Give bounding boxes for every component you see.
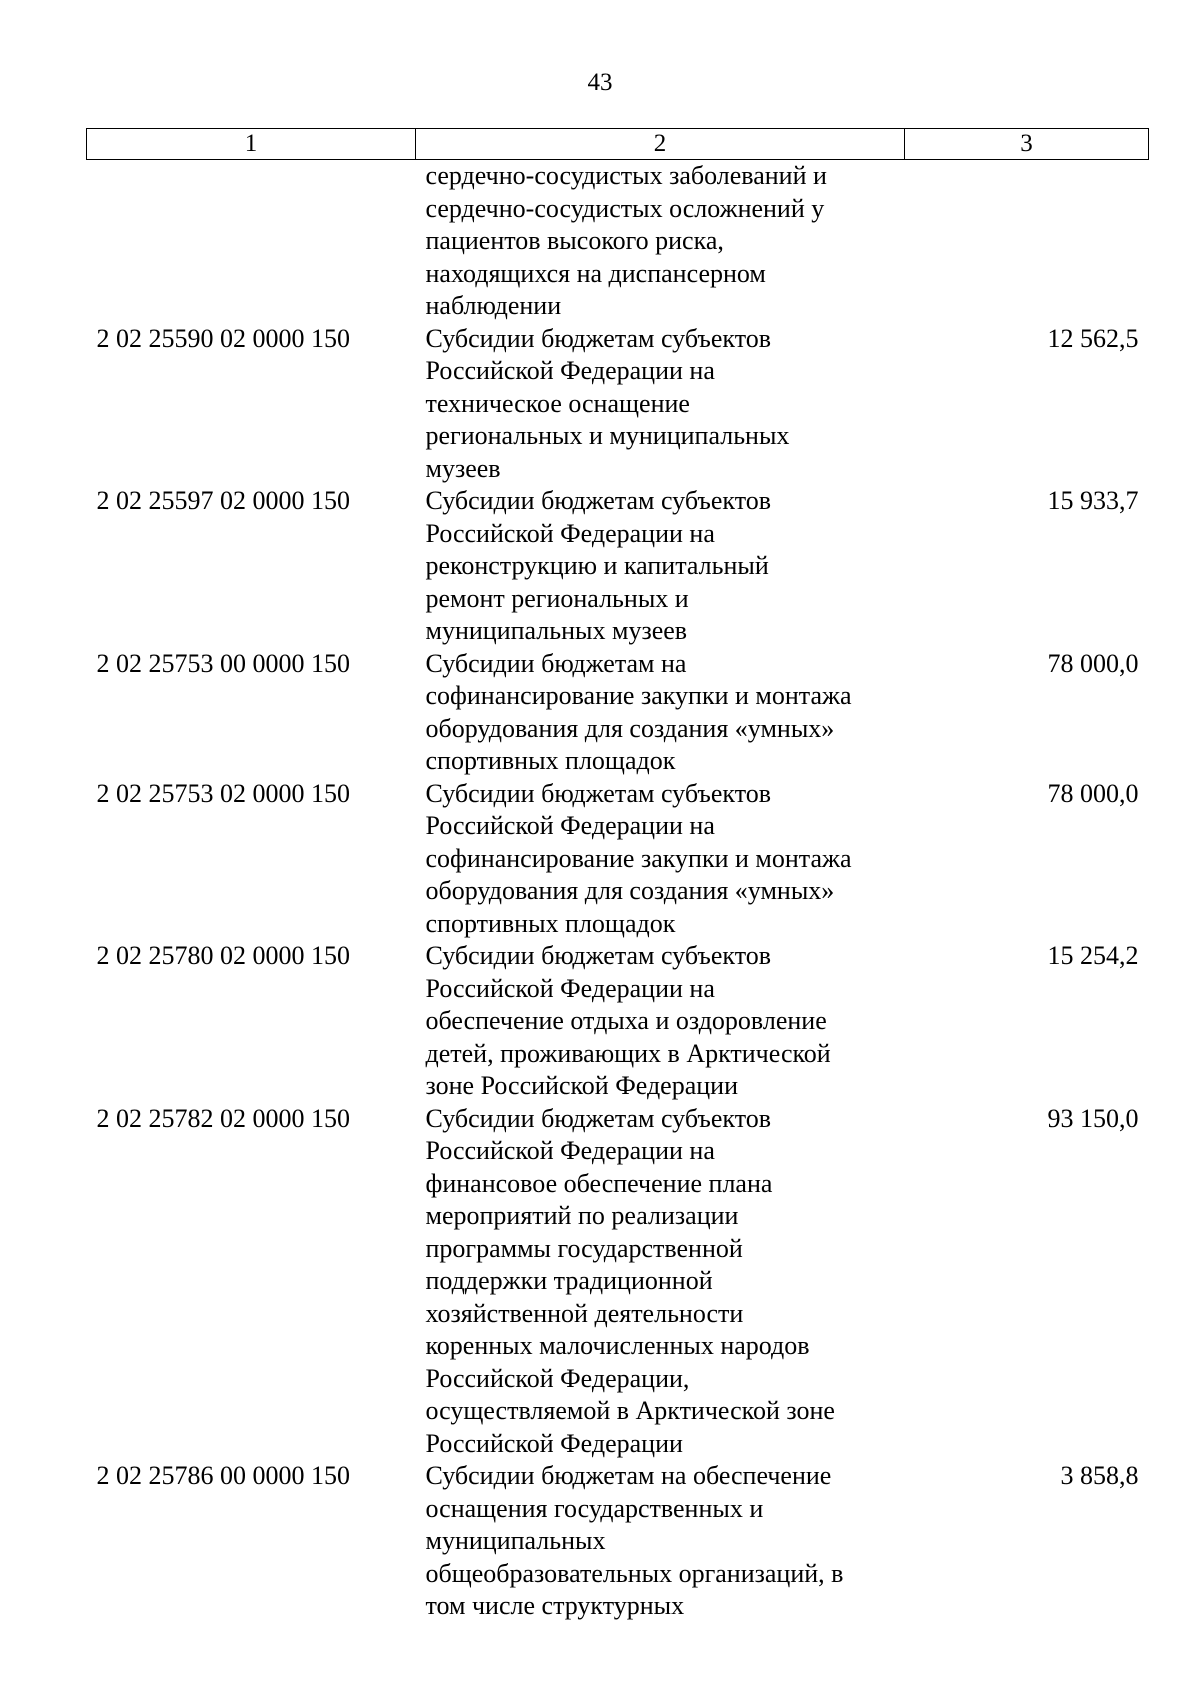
description-line: поддержки традиционной bbox=[425, 1266, 713, 1295]
description-line: хозяйственной деятельности bbox=[425, 1298, 744, 1328]
description-line: Субсидии бюджетам субъектов bbox=[425, 778, 771, 808]
description-line: муниципальных bbox=[425, 1526, 606, 1555]
description-line: осуществляемой в Арктической зоне bbox=[425, 1396, 835, 1425]
budget-code-cell: 2 02 25780 02 0000 150 bbox=[96, 941, 350, 970]
budget-code-cell: 2 02 25753 00 0000 150 bbox=[96, 648, 350, 678]
amount-cell: 15 933,7 bbox=[1047, 486, 1139, 515]
description-line: обеспечение отдыха и оздоровление bbox=[425, 1006, 827, 1035]
table-row bbox=[87, 940, 1149, 1103]
description-line: детей, проживающих в Арктической bbox=[425, 1038, 831, 1068]
description-line: софинансирование закупки и монтажа bbox=[425, 843, 852, 873]
column-header-code: 1 bbox=[87, 129, 416, 160]
amount-cell: 15 254,2 bbox=[1047, 941, 1139, 970]
description-line: Субсидии бюджетам на обеспечение bbox=[425, 1461, 832, 1490]
description-line: зоне Российской Федерации bbox=[425, 1071, 738, 1100]
description-line: муниципальных музеев bbox=[425, 616, 688, 645]
description-line: музеев bbox=[425, 453, 501, 483]
description-cell bbox=[416, 485, 905, 648]
description-line: Субсидии бюджетам субъектов bbox=[425, 941, 771, 970]
description-line: финансовое обеспечение плана bbox=[425, 1168, 773, 1198]
description-line: софинансирование закупки и монтажа bbox=[425, 681, 852, 710]
description-line: пациентов высокого риска, bbox=[425, 226, 724, 255]
description-line: региональных и муниципальных bbox=[425, 421, 790, 450]
table-row bbox=[87, 648, 1149, 778]
description-cell bbox=[416, 940, 905, 1103]
description-line: Российской Федерации на bbox=[425, 1136, 715, 1165]
description-line: Субсидии бюджетам субъектов bbox=[425, 1103, 771, 1133]
description-line: спортивных площадок bbox=[425, 746, 676, 775]
description-line: Российской Федерации, bbox=[425, 1363, 690, 1393]
description-cell bbox=[416, 648, 905, 778]
description-line: коренных малочисленных народов bbox=[425, 1331, 810, 1360]
description-line: Российской Федерации на bbox=[425, 811, 715, 840]
column-header-amount: 3 bbox=[905, 129, 1149, 160]
page-number: 43 bbox=[587, 69, 613, 96]
budget-code-cell: 2 02 25597 02 0000 150 bbox=[96, 486, 350, 515]
description-cell bbox=[416, 1103, 905, 1461]
description-line: том числе структурных bbox=[425, 1591, 685, 1620]
description-line: спортивных площадок bbox=[425, 908, 676, 938]
budget-code-cell: 2 02 25786 00 0000 150 bbox=[96, 1461, 350, 1490]
description-line: общеобразовательных организаций, в bbox=[425, 1558, 844, 1588]
description-line: Российской Федерации на bbox=[425, 518, 715, 548]
amount-cell: 78 000,0 bbox=[1047, 648, 1139, 678]
table-row bbox=[87, 485, 1149, 648]
description-cell bbox=[416, 323, 905, 486]
table-row bbox=[87, 778, 1149, 941]
description-line: Субсидии бюджетам на bbox=[425, 648, 687, 678]
budget-code-cell: 2 02 25782 02 0000 150 bbox=[96, 1103, 350, 1133]
description-line: оборудования для создания «умных» bbox=[425, 713, 835, 743]
table-row bbox=[87, 1103, 1149, 1461]
continuation-amount-cell bbox=[905, 160, 1149, 323]
description-line: Субсидии бюджетам субъектов bbox=[425, 323, 771, 353]
budget-table bbox=[86, 128, 1149, 1623]
column-header-description: 2 bbox=[416, 129, 905, 160]
description-line: находящихся на диспансерном bbox=[425, 258, 766, 288]
description-line: оснащения государственных и bbox=[425, 1493, 764, 1523]
description-line: Российской Федерации на bbox=[425, 973, 715, 1003]
continuation-row bbox=[87, 160, 1149, 323]
amount-cell: 93 150,0 bbox=[1047, 1103, 1139, 1133]
amount-cell: 12 562,5 bbox=[1047, 323, 1139, 353]
table-header-row bbox=[87, 129, 1149, 160]
table-row bbox=[87, 323, 1149, 486]
description-line: ремонт региональных и bbox=[425, 583, 689, 613]
continuation-description-cell bbox=[416, 160, 905, 323]
amount-cell: 78 000,0 bbox=[1047, 778, 1139, 808]
description-line: мероприятий по реализации bbox=[425, 1201, 739, 1230]
amount-cell: 3 858,8 bbox=[1060, 1461, 1139, 1490]
description-line: сердечно-сосудистых заболеваний и bbox=[425, 161, 827, 190]
table-body bbox=[87, 160, 1149, 1623]
description-line: наблюдении bbox=[425, 291, 562, 320]
description-line: реконструкцию и капитальный bbox=[425, 551, 769, 580]
description-cell bbox=[416, 778, 905, 941]
description-line: сердечно-сосудистых осложнений у bbox=[425, 193, 825, 223]
description-cell bbox=[416, 1460, 905, 1623]
description-line: Российской Федерации bbox=[425, 1428, 683, 1458]
description-line: Российской Федерации на bbox=[425, 356, 715, 385]
table-row bbox=[87, 1460, 1149, 1623]
budget-code-cell: 2 02 25753 02 0000 150 bbox=[96, 778, 350, 808]
description-line: техническое оснащение bbox=[425, 388, 690, 418]
continuation-code-cell bbox=[87, 160, 416, 323]
budget-code-cell: 2 02 25590 02 0000 150 bbox=[96, 323, 350, 353]
description-line: Субсидии бюджетам субъектов bbox=[425, 486, 771, 515]
description-line: программы государственной bbox=[425, 1233, 743, 1263]
description-line: оборудования для создания «умных» bbox=[425, 876, 835, 905]
